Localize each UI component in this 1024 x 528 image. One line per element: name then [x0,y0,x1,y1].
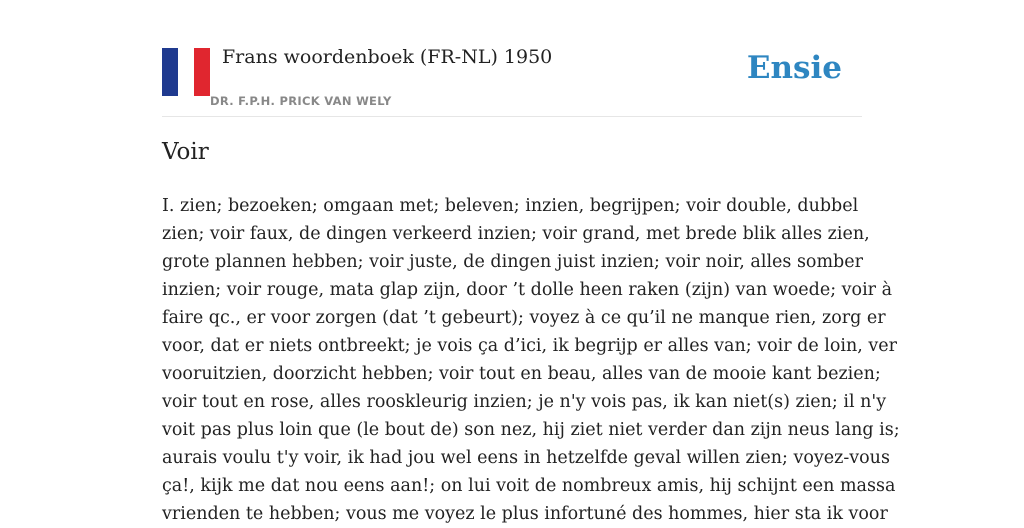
flag-stripe-white [178,48,194,96]
flag-stripe-blue [162,48,178,96]
definition-line: voor, dat er niets ontbreekt; je vois ça d’ici, ik begrijp er alles van; voir de loin, ver [162,336,897,356]
definition-line: voit pas plus loin que (le bout de) son nez, hij ziet niet verder dan zijn neus lang is; [162,420,900,440]
flag-stripe-red [194,48,210,96]
french-flag-icon [162,48,210,96]
dictionary-header [162,40,862,117]
entry-headword: Voir [162,139,209,165]
definition-line: zien; voir faux, de dingen verkeerd inzien; voir grand, met brede blik alles zien, [162,224,870,244]
definition-line: faire qc., er voor zorgen (dat ’t gebeurt); voyez à ce qu’il ne manque rien, zorg er [162,308,886,328]
definition-line: voir tout en rose, alles rooskleurig inzien; je n'y vois pas, ik kan niet(s) zien; il n'y [162,392,887,412]
dictionary-title[interactable]: Frans woordenboek (FR-NL) 1950 [222,46,553,68]
definition-line: I. zien; bezoeken; omgaan met; beleven; inzien, begrijpen; voir double, dubbel [162,196,859,216]
definition-line: ça!, kijk me dat nou eens aan!; on lui voit de nombreux amis, hij schijnt een massa [162,476,896,496]
entry-definition [162,192,900,528]
definition-line: grote plannen hebben; voir juste, de dingen juist inzien; voir noir, alles somber [162,252,863,272]
definition-line: aurais voulu t'y voir, ik had jou wel eens in hetzelfde geval willen zien; voyez-vous [162,448,890,468]
definition-line: inzien; voir rouge, mata glap zijn, door ’t dolle heen raken (zijn) van woede; voir à [162,280,893,300]
brand-logo[interactable]: Ensie [746,50,842,86]
definition-line: vrienden te hebben; vous me voyez le plus infortuné des hommes, hier sta ik voor [162,504,888,524]
definition-line: vooruitzien, doorzicht hebben; voir tout en beau, alles van de mooie kant bezien; [162,364,881,384]
dictionary-author: DR. F.P.H. PRICK VAN WELY [210,94,392,108]
